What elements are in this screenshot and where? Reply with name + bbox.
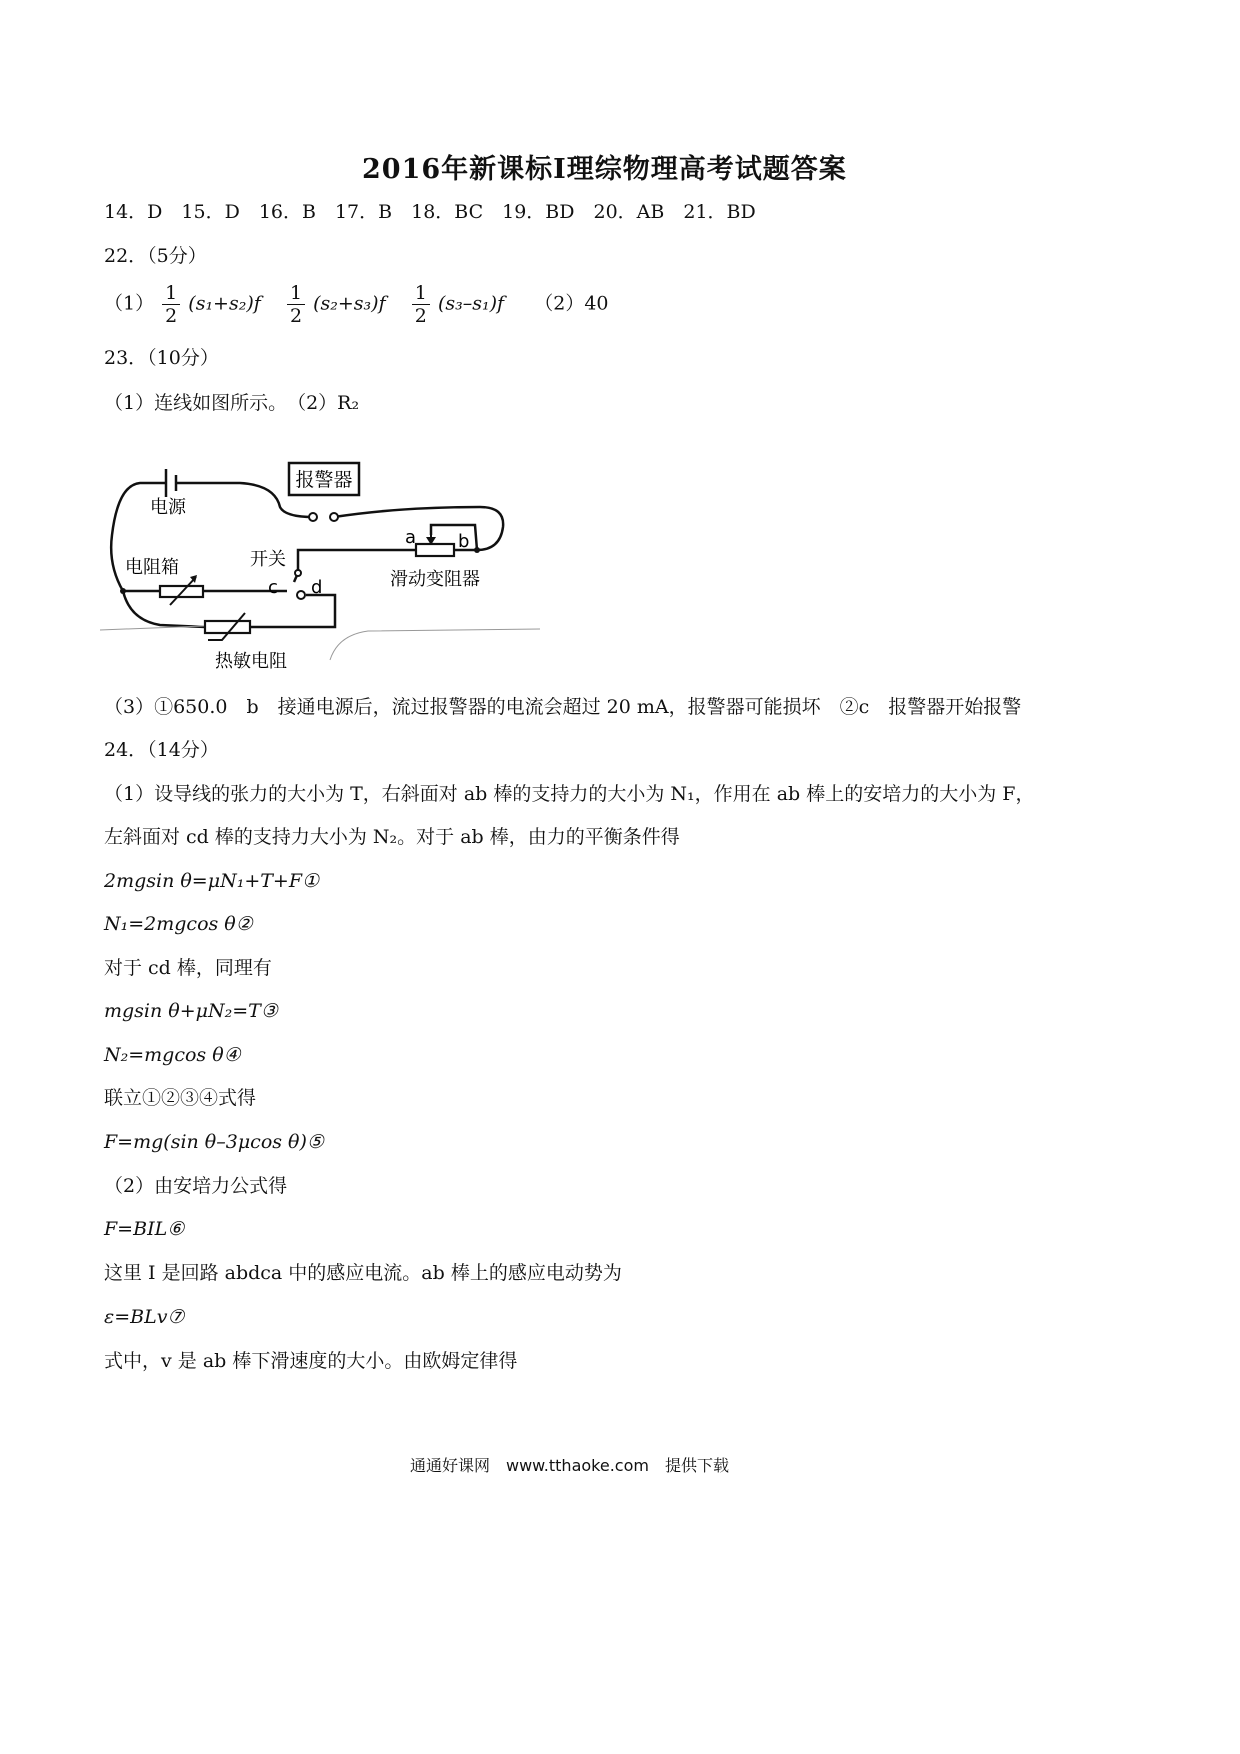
page-title: 2016年新课标Ⅰ理综物理高考试题答案 [362,154,847,185]
fraction-half: $\frac{1}{2}$ [162,282,180,327]
q22-expr2: (s₂+s₃)f [313,292,386,315]
q24-part2: （2）由安培力公式得 [104,1175,288,1197]
choice-answers: 14．D 15．D 16．B 17．B 18．BC 19．BD 20．AB 21．BD [104,201,756,223]
fraction-half: $\frac{1}{2}$ [412,282,430,327]
equation-7: ε=BLv⑦ [104,1306,185,1328]
power-label: 电源 [150,497,186,518]
switch-contact-d [297,591,305,599]
equation-1: 2mgsin θ=μN₁+T+F① [104,870,320,892]
q24-para1-line2: 左斜面对 cd 棒的支持力大小为 N₂。对于 ab 棒，由力的平衡条件得 [104,826,680,848]
equation-2: N₁=2mgcos θ② [104,913,253,935]
q23-part1: （1）连线如图所示。 （2）R₂ [104,392,360,414]
equation-6: F=BIL⑥ [104,1218,185,1240]
junction-dot [120,588,126,594]
thermistor-label: 热敏电阻 [215,651,287,672]
scan-line [330,629,540,660]
switch-pivot [295,570,301,576]
terminal-d-label: d [311,577,323,598]
equation-3: mgsin θ+μN₂=T③ [104,1000,278,1022]
q22-expr1: (s₁+s₂)f [188,292,261,315]
terminal-b-label: b [458,531,470,552]
q22-expr3: (s₃–s₁)f [437,292,505,315]
q23-part3: （3）①650.0 b 接通电源后，流过报警器的电流会超过 20 mA，报警器可能损坏 ②c 报警器开始报警 [104,696,1022,718]
q24-text-current: 这里 I 是回路 abdca 中的感应电流。ab 棒上的感应电动势为 [104,1262,622,1284]
q24-text-combine: 联立①②③④式得 [104,1087,257,1109]
q24-para1-line1: （1）设导线的张力的大小为 T，右斜面对 ab 棒的支持力的大小为 N₁，作用在 ab 棒上的安培力的大小为 F， [104,783,1035,805]
thermistor-body [205,621,250,633]
equation-4: N₂=mgcos θ④ [104,1044,241,1066]
q22-part1-label: （1） [104,292,155,315]
alarm-terminal [330,513,338,521]
page-footer: 通通好课网 www.tthaoke.com 提供下载 [410,1456,729,1475]
terminal-c-label: c [268,577,278,598]
q22-part2: （2）40 [534,292,609,315]
q22-answer-line [104,282,609,327]
rheostat-body [416,544,454,556]
q23-header: 23．（10分） [104,347,219,369]
q24-text-ohm: 式中，v 是 ab 棒下滑速度的大小。由欧姆定律得 [104,1350,518,1372]
rheostat-label: 滑动变阻器 [390,569,480,590]
q22-header: 22．（5分） [104,245,207,267]
terminal-a-label: a [405,527,417,548]
junction-dot [474,547,480,553]
equation-5: F=mg(sin θ–3μcos θ)⑤ [104,1131,324,1153]
wire-thermistor-to-d [250,595,335,627]
alarm-label: 报警器 [295,469,353,491]
fraction-half: $\frac{1}{2}$ [287,282,305,327]
circuit-diagram [100,455,540,690]
resistance-box-label: 电阻箱 [125,557,179,578]
q24-text-cd: 对于 cd 棒，同理有 [104,957,272,979]
q24-header: 24．（14分） [104,739,219,761]
alarm-terminal [309,513,317,521]
switch-label: 开关 [250,549,286,570]
